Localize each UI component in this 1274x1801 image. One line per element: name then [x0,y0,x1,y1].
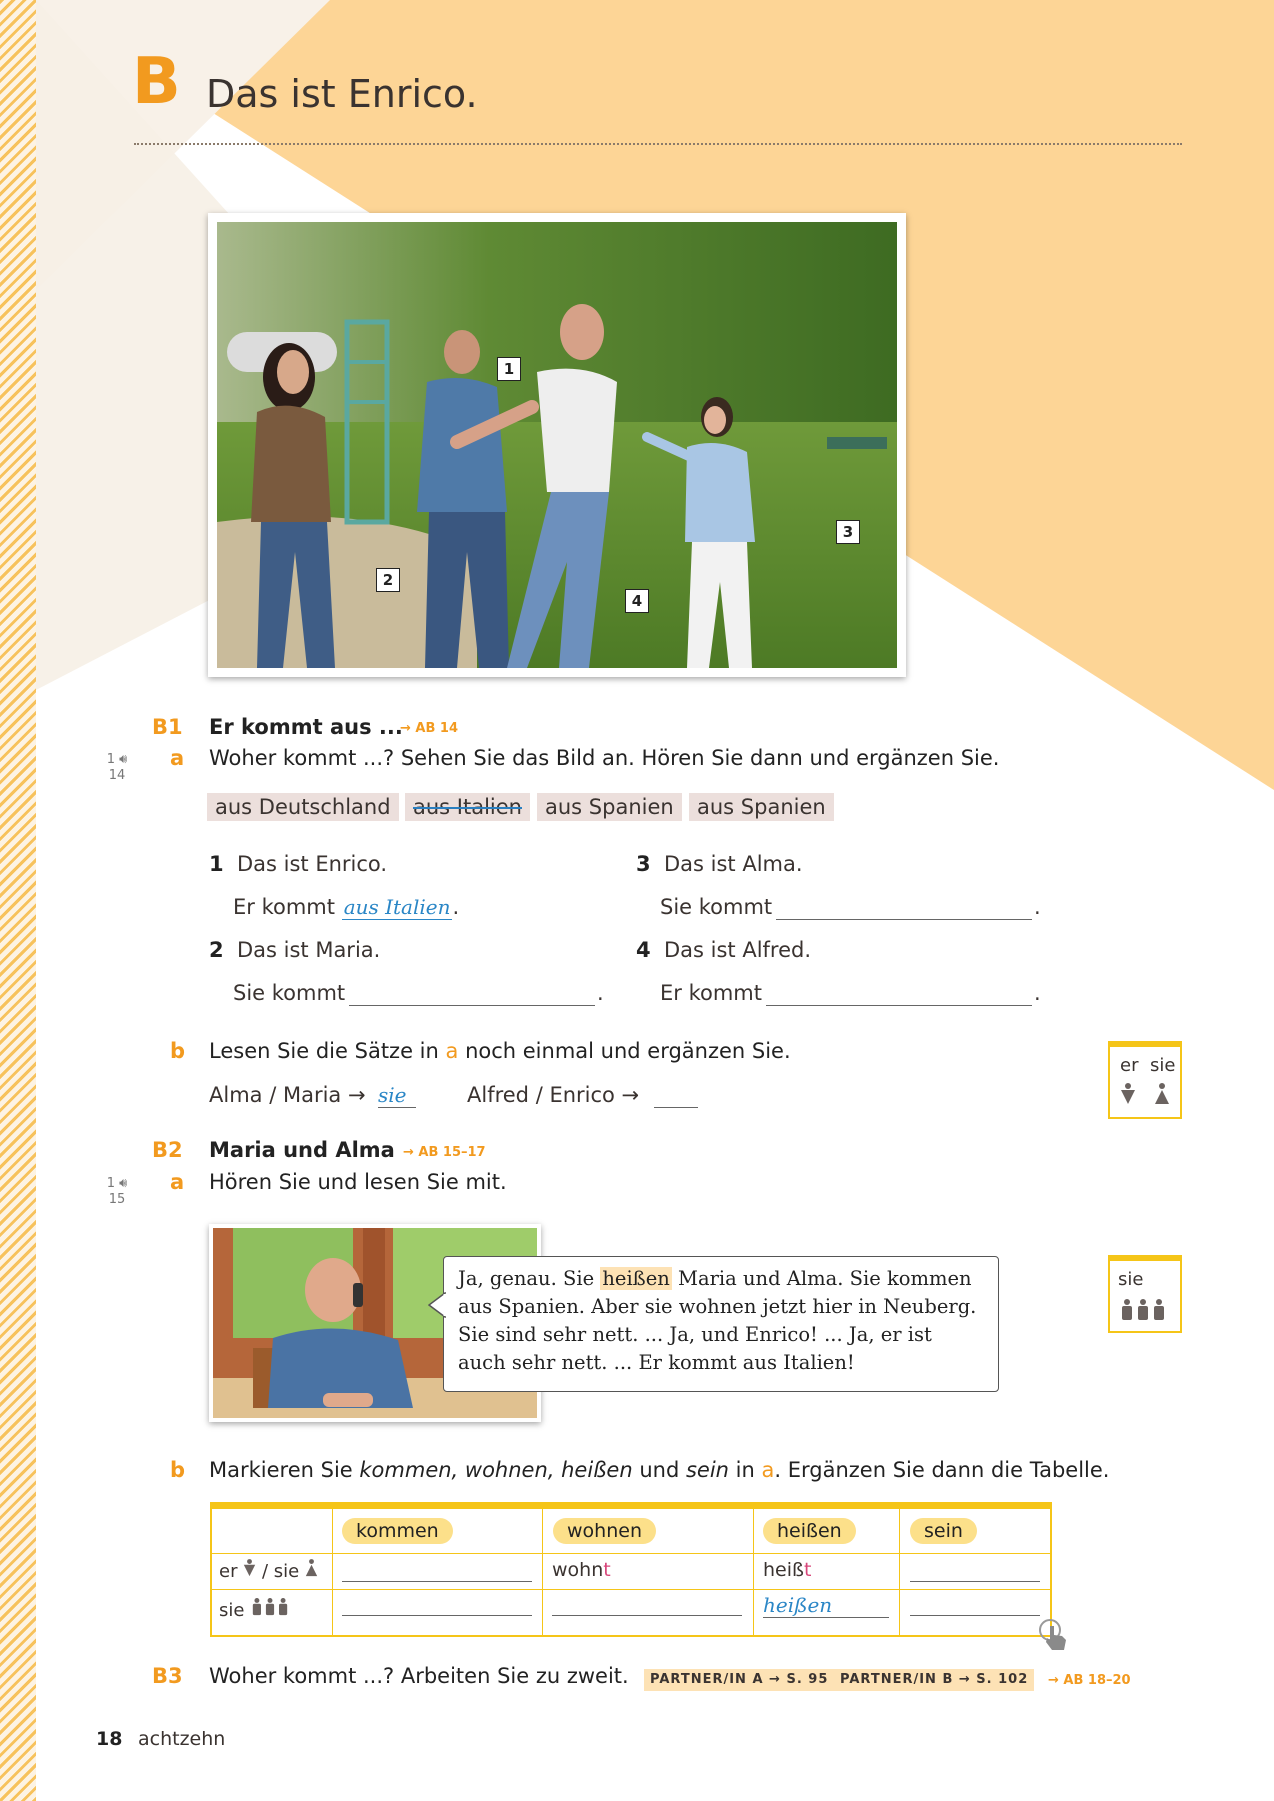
word-chip-4: aus Spanien [689,793,834,821]
page-number: 18 [96,1728,123,1750]
verb-ending: t [803,1559,812,1581]
word-chip-2: aus Italien [405,793,530,821]
verb-stem: wohn [552,1559,604,1581]
table-col-divider [332,1509,333,1635]
item-4-answer-blank[interactable] [766,1005,1032,1006]
photo-label-2: 2 [376,568,400,592]
instruction-verbs: kommen, wohnen, heißen [359,1458,633,1482]
main-photo-frame [208,213,906,677]
subexercise-letter-b2a: a [170,1170,185,1194]
bubble-text: Maria und Alma. Sie kommen aus Spanien. Aber sie wohnen jetzt hier in Neuberg. Sie sind sehr nett. ... Ja, und Enrico! ... Ja, er ist auch sehr nett. ... Er kommt aus Italien! [458,1267,977,1374]
item-sentence: Das ist Enrico. [236,852,388,876]
photo-label-3: 3 [836,520,860,544]
speech-bubble-tail [428,1292,446,1318]
item-1-answer-line: Er kommt aus Italien. [233,895,460,919]
verb-stem: heiß [763,1559,804,1581]
exercise-number-b1: B1 [152,715,183,739]
partner-b-reference: PARTNER/IN B → S. 102 [834,1669,1034,1691]
instruction-b2b [209,1458,1109,1482]
dotted-divider [134,143,1182,145]
bubble-text: Ja, genau. Sie [458,1267,595,1290]
header-sein: sein [910,1518,977,1544]
exercise-title-b1: Er kommt aus ... [209,715,403,739]
header-wohnen: wohnen [553,1518,656,1544]
left-stripe-decoration [0,0,36,1801]
pronoun-box-sie-plural [1108,1255,1182,1333]
row-label-sie-plural [219,1598,290,1621]
item-sentence: Das ist Maria. [236,938,381,962]
audio-track-number: 15 [108,1192,126,1207]
answer-handwritten[interactable]: aus Italien [343,895,451,919]
header-heissen: heißen [763,1518,856,1544]
item-1 [209,852,387,876]
ab-reference-b3: → AB 18–20 [1048,1673,1131,1688]
item-number: 1 [209,852,224,876]
cell-heisst [763,1559,811,1581]
item-number: 4 [636,938,651,962]
pronoun-er: er [1120,1055,1139,1076]
exercise-title-b2: Maria und Alma [209,1138,395,1162]
item-number: 2 [209,938,224,962]
cell-heissen-answer[interactable]: heißen [763,1593,889,1618]
table-row-divider [212,1589,1050,1590]
period: . [597,981,604,1005]
audio-cd-number: 1 [106,752,115,767]
subexercise-letter-b1b: b [170,1039,186,1063]
speech-bubble [443,1256,999,1392]
cell-wohnen-sie-blank[interactable] [552,1615,742,1616]
photo-label-1: 1 [497,357,521,381]
item-prompt: Er kommt [233,895,335,919]
cell-wohnt [552,1559,611,1581]
section-title: Das ist Enrico. [206,72,478,116]
male-figure-icon [243,1559,256,1577]
item-4-prompt: Er kommt [660,981,762,1005]
item-3-prompt: Sie kommt [660,895,773,919]
exercise-number-b3: B3 [152,1664,183,1688]
item-sentence: Das ist Alfred. [663,938,812,962]
audio-cd-number: 1 [106,1176,115,1191]
instruction-text: Markieren Sie [209,1458,353,1482]
page-number-word: achtzehn [138,1728,226,1750]
item-2-answer-blank[interactable] [349,1005,595,1006]
word-chip-3: aus Spanien [537,793,682,821]
subexercise-letter-b1a: a [170,746,185,770]
male-figure-icon [1120,1083,1136,1105]
header-kommen: kommen [342,1518,453,1544]
speaker-icon: 🔊︎ [119,752,128,767]
instruction-b1b [209,1039,791,1063]
item-3-answer-blank[interactable] [776,919,1032,920]
instruction-verb-sein: sein [685,1458,729,1482]
audio-track-b2[interactable] [92,1176,142,1208]
item-2-prompt: Sie kommt [233,981,346,1005]
pronoun-box-er-sie [1108,1041,1182,1119]
pointer-hand-icon [1038,1618,1074,1654]
table-row-divider [212,1553,1050,1554]
highlighted-word: heißen [602,1267,670,1290]
audio-track-number: 14 [108,768,126,783]
section-letter: B [132,45,181,119]
conjugation-table [210,1502,1052,1637]
ab-reference-b2: → AB 15–17 [403,1145,486,1160]
item-2 [209,938,380,962]
row-label-sie: / sie [261,1561,300,1582]
row-label-sie: sie [219,1600,245,1621]
instruction-text: und [639,1458,680,1482]
table-col-divider [899,1509,900,1635]
pronoun-sie-plural: sie [1118,1269,1144,1290]
b1b-right-answer-blank[interactable] [654,1107,698,1108]
pronoun-sie: sie [1150,1055,1176,1076]
subexercise-letter-b2b: b [170,1458,186,1482]
photo-label-4: 4 [625,589,649,613]
cell-sein-sie-blank[interactable] [910,1615,1040,1616]
item-3 [636,852,803,876]
word-chip-1: aus Deutschland [207,793,399,821]
group-figures-icon [1120,1299,1166,1321]
b1b-right-prompt: Alfred / Enrico → [467,1083,640,1107]
period: . [1034,895,1041,919]
instruction-text: noch einmal und ergänzen Sie. [465,1039,791,1063]
b1b-left-prompt: Alma / Maria → [209,1083,366,1107]
audio-track-b1[interactable] [92,752,142,784]
cell-sein-er-blank[interactable] [910,1581,1040,1582]
item-sentence: Das ist Alma. [663,852,803,876]
instruction-text: Lesen Sie die Sätze in [209,1039,439,1063]
partner-a-reference: PARTNER/IN A → S. 95 [644,1669,834,1691]
ab-reference-b1: → AB 14 [400,721,459,736]
instruction-text: in [735,1458,755,1482]
instruction-ref: a [761,1458,775,1482]
instruction-b1a: Woher kommt ...? Sehen Sie das Bild an. Hören Sie dann und ergänzen Sie. [209,746,1000,770]
instruction-ref: a [445,1039,459,1063]
instruction-b2a: Hören Sie und lesen Sie mit. [209,1170,507,1194]
speaker-icon: 🔊︎ [119,1176,128,1191]
row-label-er-sie [219,1559,318,1582]
b1b-left-answer[interactable]: sie [378,1083,416,1108]
table-col-divider [753,1509,754,1635]
exercise-number-b2: B2 [152,1138,183,1162]
female-figure-icon [305,1559,318,1577]
row-label-er: er [219,1561,238,1582]
verb-ending: t [603,1559,611,1581]
item-number: 3 [636,852,651,876]
cell-kommen-sie-blank[interactable] [342,1615,532,1616]
park-photo [217,222,897,668]
female-figure-icon [1154,1083,1170,1105]
item-4 [636,938,811,962]
cell-kommen-er-blank[interactable] [342,1581,532,1582]
table-col-divider [542,1509,543,1635]
period: . [1034,981,1041,1005]
group-figures-icon [250,1598,290,1616]
exercise-title-b3: Woher kommt ...? Arbeiten Sie zu zweit. [209,1664,629,1688]
instruction-text: . Ergänzen Sie dann die Tabelle. [774,1458,1110,1482]
